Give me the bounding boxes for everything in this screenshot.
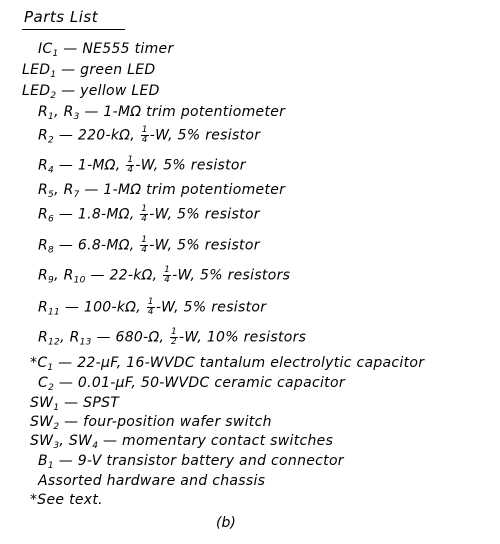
part-ref: , R	[54, 104, 74, 120]
part-description: — 9-V transistor battery and connector	[53, 453, 344, 469]
list-item-hardware: Assorted hardware and chassis	[38, 473, 266, 489]
part-subscript: 2	[50, 91, 57, 101]
part-description: -W, 5% resistor	[149, 127, 261, 144]
part-description: — NE555 timer	[58, 41, 174, 57]
part-description: — 6.8-MΩ,	[54, 237, 140, 254]
part-ref: R	[38, 182, 49, 198]
list-item-c1	[30, 355, 424, 373]
part-subscript: 10	[73, 275, 86, 286]
part-description: -W, 5% resistor	[135, 157, 246, 174]
part-description: — 1.8-MΩ,	[54, 206, 140, 223]
footnote-text: *See text.	[30, 492, 103, 508]
list-item-sw2	[30, 414, 272, 432]
part-ref: SW	[30, 433, 54, 449]
fraction-one-quarter: $\frac{1}{4}$	[141, 204, 148, 224]
fraction-one-quarter: $\frac{1}{4}$	[147, 297, 154, 317]
part-ref: C	[38, 375, 49, 391]
part-subscript: 13	[79, 337, 92, 348]
part-description: — momentary contact switches	[98, 433, 334, 449]
part-ref: SW	[30, 414, 54, 430]
part-ref: , R	[60, 329, 80, 346]
list-item-r11	[38, 298, 266, 318]
part-ref: IC	[38, 41, 53, 57]
list-item-led2	[22, 83, 160, 101]
page-title: Parts List	[24, 8, 99, 26]
part-description: — 0.01-μF, 50-WVDC ceramic capacitor	[54, 375, 345, 391]
part-subscript: 2	[48, 383, 55, 393]
part-ref: , R	[54, 182, 74, 198]
part-ref: LED	[22, 62, 51, 78]
figure-caption: (b)	[216, 515, 236, 531]
part-description: — 100-kΩ,	[60, 299, 146, 316]
fraction-one-quarter: $\frac{1}{4}$	[141, 235, 148, 255]
part-ref: R	[38, 237, 49, 254]
part-subscript: 3	[53, 441, 60, 451]
part-ref: B	[38, 453, 48, 469]
part-subscript: 1	[53, 403, 60, 413]
fraction-one-quarter: $\frac{1}{4}$	[127, 155, 134, 175]
part-description: -W, 5% resistor	[149, 206, 260, 223]
footnote-asterisk: *	[30, 355, 38, 371]
part-description: — green LED	[56, 62, 156, 78]
part-subscript: 1	[52, 49, 59, 59]
list-item-r5-r7	[38, 182, 285, 200]
part-description: -W, 10% resistors	[179, 329, 307, 346]
part-subscript: 7	[73, 190, 80, 200]
part-description: — 1-MΩ,	[54, 157, 126, 174]
list-item-r6	[38, 205, 260, 225]
fraction-one-quarter: $\frac{1}{4}$	[164, 265, 171, 285]
list-item-led1	[22, 62, 155, 80]
part-ref: , R	[54, 267, 74, 284]
list-item-r1-r3	[38, 104, 285, 122]
part-ref: R	[38, 157, 49, 174]
part-ref: C	[37, 355, 48, 371]
list-item-c2	[38, 375, 345, 393]
part-description: — 1-MΩ trim potentiometer	[79, 182, 286, 198]
part-subscript: 4	[48, 165, 55, 176]
list-item-b1	[38, 453, 344, 471]
part-subscript: 9	[48, 275, 55, 286]
list-item-r4	[38, 156, 246, 176]
part-description: -W, 5% resistor	[149, 237, 260, 254]
part-description: — 22-kΩ,	[85, 267, 163, 284]
part-description: — 1-MΩ trim potentiometer	[79, 104, 286, 120]
list-item-sw1	[30, 395, 119, 413]
part-ref: R	[38, 206, 49, 223]
part-subscript: 1	[47, 461, 54, 471]
part-subscript: 4	[92, 441, 99, 451]
fraction-one-half: $\frac{1}{2}$	[170, 327, 177, 347]
part-subscript: 1	[48, 112, 55, 122]
list-item-r2	[38, 126, 260, 146]
part-ref: SW	[30, 395, 54, 411]
part-description: -W, 5% resistors	[172, 267, 291, 284]
list-item-r8	[38, 236, 260, 256]
part-ref: LED	[22, 83, 51, 99]
part-subscript: 1	[50, 70, 57, 80]
part-subscript: 1	[47, 363, 54, 373]
part-subscript: 2	[53, 422, 60, 432]
part-ref: , SW	[59, 433, 93, 449]
title-underline	[22, 29, 125, 30]
part-subscript: 11	[48, 307, 61, 318]
part-ref: R	[38, 104, 49, 120]
fraction-one-quarter: $\frac{1}{4}$	[141, 125, 148, 145]
part-description: — four-position wafer switch	[59, 414, 272, 430]
list-item-r9-r10	[38, 266, 290, 286]
part-ref: R	[38, 267, 49, 284]
part-description: — 680-Ω,	[91, 329, 169, 346]
part-ref: R	[38, 329, 49, 346]
list-item-ic1	[38, 41, 174, 59]
part-subscript: 8	[48, 245, 55, 256]
part-subscript: 3	[73, 112, 80, 122]
part-description: — 220-kΩ,	[54, 127, 140, 144]
part-description: — 22-μF, 16-WVDC tantalum electrolytic capacitor	[53, 355, 425, 371]
part-subscript: 5	[48, 190, 55, 200]
list-item-sw3-sw4	[30, 433, 333, 451]
part-description: — yellow LED	[56, 83, 160, 99]
part-description: — SPST	[59, 395, 120, 411]
part-subscript: 6	[48, 214, 55, 225]
part-description: -W, 5% resistor	[155, 299, 267, 316]
part-subscript: 12	[48, 337, 61, 348]
part-ref: R	[38, 127, 49, 144]
list-item-r12-r13	[38, 328, 306, 348]
part-ref: R	[38, 299, 49, 316]
part-subscript: 2	[48, 135, 55, 146]
